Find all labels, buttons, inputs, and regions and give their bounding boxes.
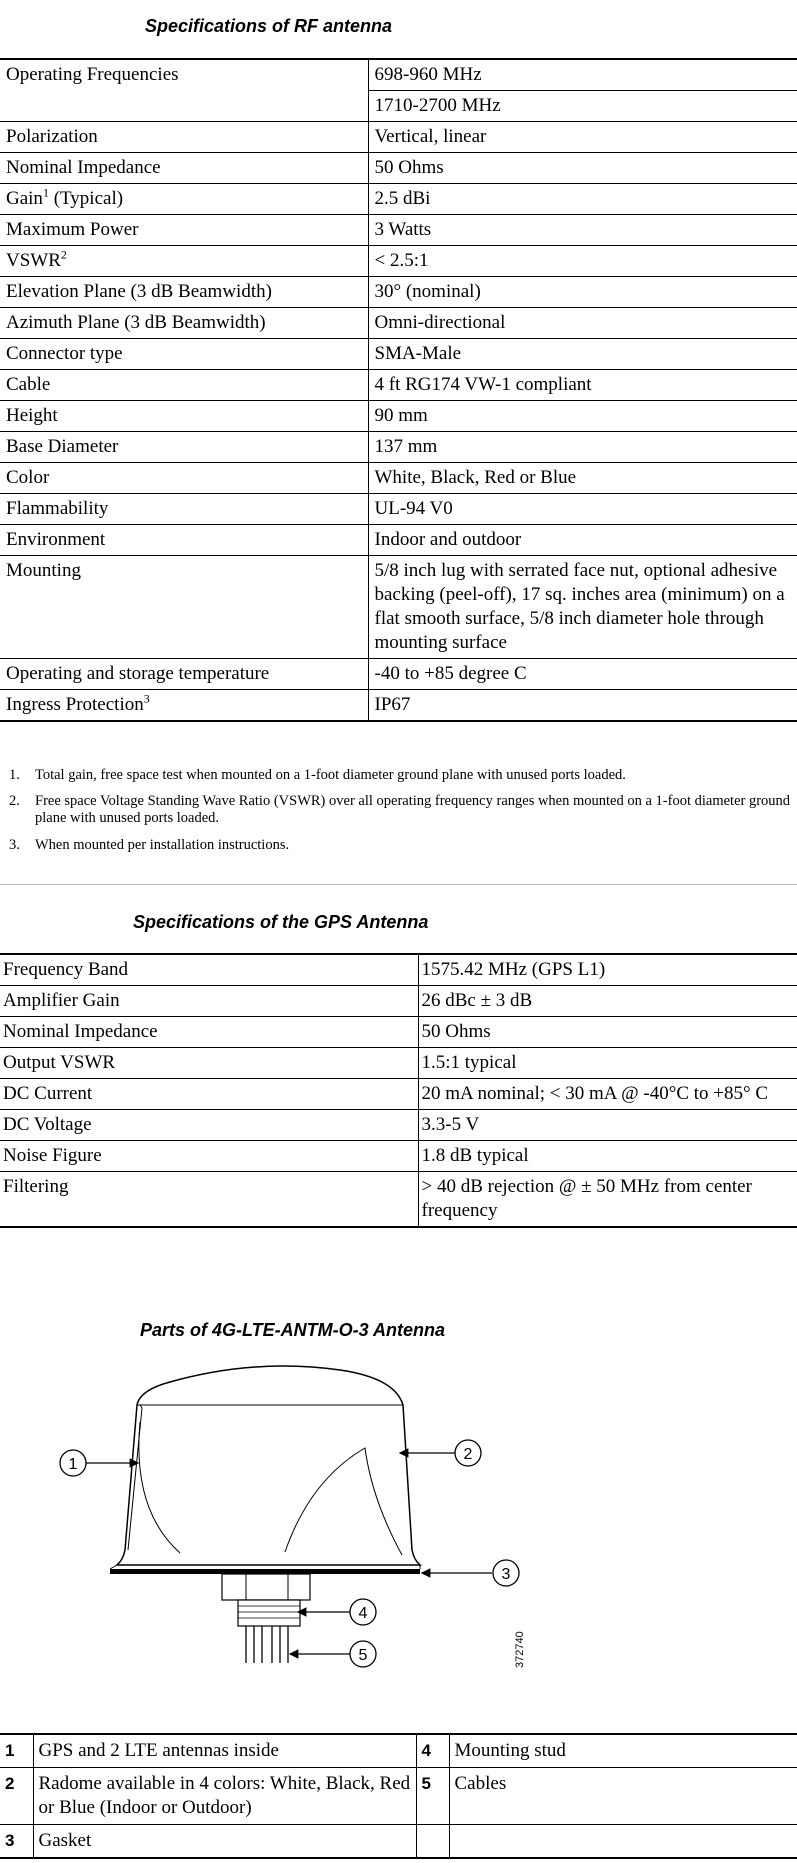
antenna-figure: [0, 1360, 797, 1680]
table-row: [0, 494, 797, 525]
rf-spec-table: [0, 58, 797, 722]
footnote-number: 1.: [9, 767, 20, 783]
part-number: 5: [416, 1768, 449, 1825]
table-row: [0, 1768, 797, 1825]
spec-key: DC Current: [0, 1079, 418, 1110]
spec-key: Noise Figure: [0, 1141, 418, 1172]
table-row: [0, 308, 797, 339]
spec-key: [0, 184, 368, 215]
spec-value: 1575.42 MHz (GPS L1): [418, 954, 797, 986]
table-row: [0, 690, 797, 722]
gasket: [110, 1569, 420, 1574]
rf-spec-title: Specifications of RF antenna: [145, 16, 393, 36]
part-number: 4: [416, 1734, 449, 1768]
spec-key: Polarization: [0, 122, 368, 153]
spec-value: Omni-directional: [368, 308, 797, 339]
part-description: [449, 1825, 797, 1859]
table-row: [0, 986, 797, 1017]
spec-value: 30° (nominal): [368, 277, 797, 308]
spec-value: 5/8 inch lug with serrated face nut, optional adhesive backing (peel-off), 17 sq. inches area (minimum) on a flat smooth surface, 5/8 inch diameter hole through mounting surface: [368, 556, 797, 659]
table-row: [0, 463, 797, 494]
spec-key: Output VSWR: [0, 1048, 418, 1079]
part-description: GPS and 2 LTE antennas inside: [33, 1734, 416, 1768]
radome-outline: [117, 1366, 420, 1565]
callout-3: 3: [501, 1566, 511, 1583]
spec-value: 1.5:1 typical: [418, 1048, 797, 1079]
table-row: [0, 1172, 797, 1228]
spec-key-suffix: (Typical): [48, 188, 124, 209]
table-row: [0, 1141, 797, 1172]
spec-value: SMA-Male: [368, 339, 797, 370]
spec-value: 50 Ohms: [418, 1017, 797, 1048]
spec-key: [0, 91, 368, 122]
spec-value: 137 mm: [368, 432, 797, 463]
table-row: [0, 1734, 797, 1768]
footnote-number: 2.: [9, 793, 20, 809]
table-row: [0, 556, 797, 659]
spec-key: Connector type: [0, 339, 368, 370]
footnote-number: 3.: [9, 837, 20, 853]
table-row: [0, 401, 797, 432]
spec-value: IP67: [368, 690, 797, 722]
spec-value: 90 mm: [368, 401, 797, 432]
callout-4: 4: [358, 1605, 368, 1622]
spec-key: Nominal Impedance: [0, 153, 368, 184]
gps-spec-table: [0, 953, 797, 1228]
table-row: [0, 215, 797, 246]
spec-value: 698-960 MHz: [368, 59, 797, 91]
spec-key: Flammability: [0, 494, 368, 525]
callout-2: 2: [463, 1446, 473, 1463]
part-description: Radome available in 4 colors: White, Black, Red or Blue (Indoor or Outdoor): [33, 1768, 416, 1825]
table-row: [0, 525, 797, 556]
part-number: [416, 1825, 449, 1859]
spec-key: [0, 690, 368, 722]
spec-value: > 40 dB rejection @ ± 50 MHz from center frequency: [418, 1172, 797, 1228]
spec-key: [0, 246, 368, 277]
footnote-ref: 3: [143, 691, 150, 706]
figure-id: 372740: [514, 1631, 526, 1668]
part-description: Mounting stud: [449, 1734, 797, 1768]
table-row: [0, 1110, 797, 1141]
spec-value: 3 Watts: [368, 215, 797, 246]
spec-value: -40 to +85 degree C: [368, 659, 797, 690]
spec-value: Indoor and outdoor: [368, 525, 797, 556]
threaded-nut: [238, 1600, 300, 1626]
table-row: [0, 59, 797, 91]
callout-1: 1: [68, 1456, 78, 1473]
table-row: [0, 1017, 797, 1048]
spec-value: 20 mA nominal; < 30 mA @ -40°C to +85° C: [418, 1079, 797, 1110]
spec-key: Base Diameter: [0, 432, 368, 463]
table-row: [0, 153, 797, 184]
spec-value: 1710-2700 MHz: [368, 91, 797, 122]
table-row: [0, 277, 797, 308]
table-row: [0, 1048, 797, 1079]
part-description: Gasket: [33, 1825, 416, 1859]
table-row: [0, 91, 797, 122]
spec-key: Maximum Power: [0, 215, 368, 246]
gps-spec-title: Specifications of the GPS Antenna: [133, 912, 429, 932]
table-row: [0, 339, 797, 370]
spec-key-text: Ingress Protection: [6, 694, 144, 715]
footnote-ref: 2: [60, 247, 67, 262]
spec-key: Frequency Band: [0, 954, 418, 986]
figure-title: Parts of 4G-LTE-ANTM-O-3 Antenna: [140, 1320, 445, 1340]
table-row: [0, 1079, 797, 1110]
callout-5: 5: [358, 1647, 368, 1664]
spec-key-text: Gain: [6, 188, 43, 209]
part-description: Cables: [449, 1768, 797, 1825]
spec-key: Operating Frequencies: [0, 59, 368, 91]
footnote-text: When mounted per installation instructions.: [35, 837, 290, 853]
spec-key: Azimuth Plane (3 dB Beamwidth): [0, 308, 368, 339]
mounting-stud: [222, 1574, 310, 1600]
table-row: [0, 659, 797, 690]
spec-key: DC Voltage: [0, 1110, 418, 1141]
spec-value: 4 ft RG174 VW-1 compliant: [368, 370, 797, 401]
spec-key: Cable: [0, 370, 368, 401]
spec-value: 2.5 dBi: [368, 184, 797, 215]
spec-key: Filtering: [0, 1172, 418, 1228]
footnote-text: Free space Voltage Standing Wave Ratio (VSWR) over all operating frequency ranges when mounted on a 1-foot diameter ground plane with unused ports loaded.: [35, 793, 791, 826]
spec-key: Environment: [0, 525, 368, 556]
spec-key: Nominal Impedance: [0, 1017, 418, 1048]
spec-value: 50 Ohms: [368, 153, 797, 184]
cables: [246, 1626, 288, 1663]
footnote-ref: 1: [42, 185, 49, 200]
parts-table: [0, 1733, 797, 1859]
table-row: [0, 122, 797, 153]
spec-key-text: VSWR: [6, 250, 61, 271]
part-number: 1: [0, 1734, 33, 1768]
spec-value: 3.3-5 V: [418, 1110, 797, 1141]
spec-value: 26 dBc ± 3 dB: [418, 986, 797, 1017]
spec-key: Height: [0, 401, 368, 432]
spec-key: Amplifier Gain: [0, 986, 418, 1017]
spec-value: < 2.5:1: [368, 246, 797, 277]
spec-key: Mounting: [0, 556, 368, 659]
spec-value: UL-94 V0: [368, 494, 797, 525]
spec-value: 1.8 dB typical: [418, 1141, 797, 1172]
spec-value: Vertical, linear: [368, 122, 797, 153]
table-row: [0, 432, 797, 463]
spec-key: Color: [0, 463, 368, 494]
table-row: [0, 370, 797, 401]
part-number: 2: [0, 1768, 33, 1825]
spec-key: Elevation Plane (3 dB Beamwidth): [0, 277, 368, 308]
table-row: [0, 1825, 797, 1859]
table-row: [0, 954, 797, 986]
table-row: [0, 246, 797, 277]
part-number: 3: [0, 1825, 33, 1859]
table-row: [0, 184, 797, 215]
footnote-text: Total gain, free space test when mounted on a 1-foot diameter ground plane with unused ports loaded.: [35, 767, 626, 783]
section-divider: [0, 884, 797, 885]
spec-key: Operating and storage temperature: [0, 659, 368, 690]
spec-value: White, Black, Red or Blue: [368, 463, 797, 494]
